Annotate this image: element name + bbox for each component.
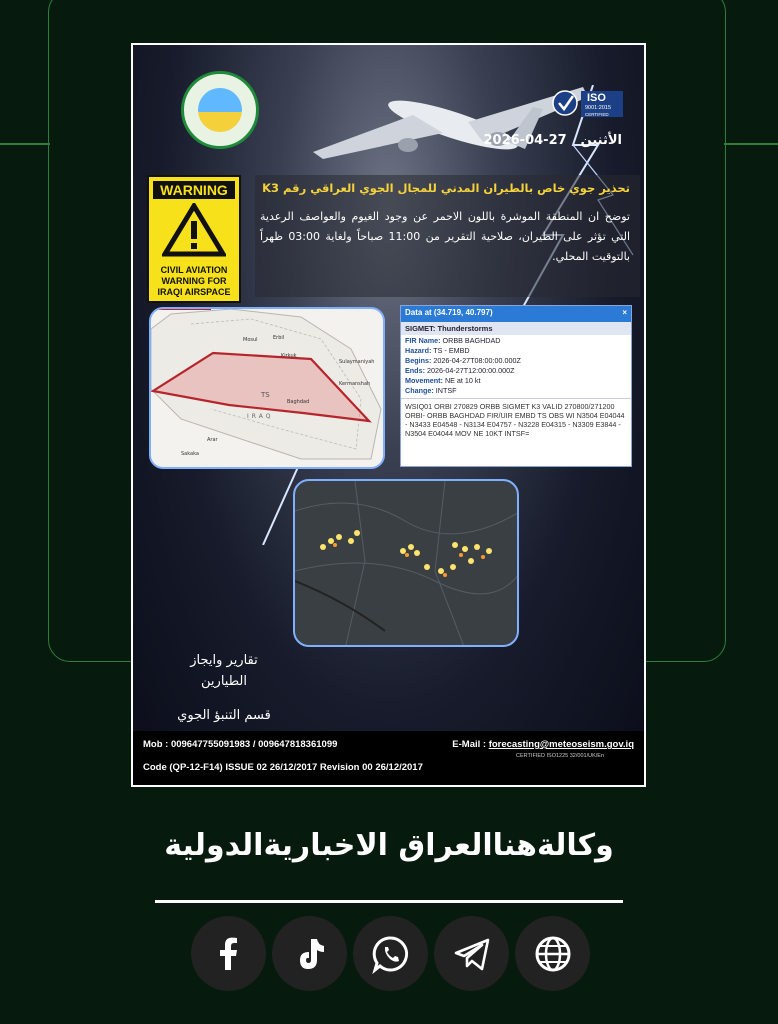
poster-footer (133, 731, 644, 785)
mobile-numbers: Mob : 009647755091983 / 009647818361099 (143, 739, 338, 750)
telegram-icon (451, 933, 493, 975)
map-label: Mosul (243, 337, 258, 343)
data-row: Ends: 2026-04-27T12:00:00.000Z (405, 366, 515, 375)
map-label: Kirkuk (281, 353, 297, 359)
data-row: Movement: NE at 10 kt (405, 376, 481, 385)
data-row: Hazard: TS - EMBD (405, 346, 470, 355)
sigmet-type: SIGMET: Thunderstorms (401, 322, 631, 335)
iso-certified: CERTIFIED (585, 112, 609, 117)
report-day: الأثنين (580, 133, 622, 148)
banner-title: تحذير جوي خاص بالطيران المدني للمجال الجوي العراقي رقم K3 (262, 181, 630, 195)
map-label: Erbil (273, 335, 285, 341)
map-label: Sakaka (181, 451, 199, 457)
iso-label: ISO (587, 92, 606, 104)
warning-subtitle: CIVIL AVIATION WARNING FOR IRAQI AIRSPACE (157, 265, 231, 297)
data-row: FIR Name: ORBB BAGHDAD (405, 336, 501, 345)
sigmet-area-map (149, 307, 385, 469)
iso-standard: 9001:2015 (585, 105, 611, 111)
data-row: Begins: 2026-04-27T08:00:00.000Z (405, 356, 521, 365)
weather-warning-poster (131, 43, 646, 787)
warning-banner (255, 175, 640, 297)
department-title: تقارير وايجاز الطيارين (190, 653, 258, 689)
tiktok-button[interactable] (272, 916, 347, 991)
map-label: Baghdad (287, 399, 310, 405)
meteorology-logo (181, 71, 259, 149)
email: E-Mail : forecasting@meteoseism.gov.iq (452, 739, 634, 750)
divider (155, 900, 623, 903)
sigmet-data-panel (400, 305, 632, 467)
map-label: Arar (207, 437, 218, 443)
warning-triangle-icon (162, 203, 226, 257)
report-date: 2026-04-27 (483, 133, 567, 148)
telegram-button[interactable] (434, 916, 509, 991)
map-label: TS (261, 391, 270, 399)
facebook-icon (209, 934, 249, 974)
warning-title: WARNING (153, 181, 235, 199)
background-line (724, 143, 778, 145)
map-label: Sulaymaniyah (339, 359, 375, 365)
iso-certified-badge (551, 83, 626, 123)
tiktok-icon (290, 934, 330, 974)
lightning-detection-map (293, 479, 519, 647)
certification-note: CERTIFIED ISO1225 32/001/UK/En (516, 753, 604, 759)
airplane-image (303, 67, 593, 177)
globe-icon (532, 933, 574, 975)
social-links (0, 916, 778, 994)
document-code: Code (QP-12-F14) ISSUE 02 26/12/2017 Revision 00 26/12/2017 (143, 762, 423, 773)
data-row: Change: INTSF (405, 386, 457, 395)
website-button[interactable] (515, 916, 590, 991)
agency-name: وكالةهناالعراق الاخباريةالدولية (164, 828, 614, 863)
banner-body: توضح ان المنطقة الموشرة باللون الاحمر عن وجود الغيوم والعواصف الرعدية التي تؤثر على الطيران، صلاحية التقرير من 11:00 صباحاً ولغاية 03:00 ظهراً بالتوقيت المحلي. (260, 210, 630, 263)
data-panel-header: Data at (34.719, 40.797) (405, 308, 493, 317)
map-label: Kermanshah (339, 381, 371, 387)
facebook-button[interactable] (191, 916, 266, 991)
background-line (0, 143, 50, 145)
whatsapp-button[interactable] (353, 916, 428, 991)
sigmet-raw-text: WSIQ01 ORBI 270829 ORBB SIGMET K3 VALID 270800/271200 ORBI- ORBB BAGHDAD FIR/UIR EMBD TS OBS WI N3504 E04044 - N3433 E04548 - N3134 E04757 - N3228 E04315 - N3309 E3844 - N3504 E04044 MOV NE 10KT INTSF= (401, 398, 631, 438)
close-icon[interactable]: × (622, 308, 627, 317)
email-link[interactable]: forecasting@meteoseism.gov.iq (488, 739, 634, 750)
map-label: IRAQ (247, 413, 274, 420)
whatsapp-icon (370, 933, 412, 975)
date-row (484, 133, 623, 148)
warning-sign (147, 175, 241, 303)
department-name: قسم التنبؤ الجوي (177, 708, 271, 723)
